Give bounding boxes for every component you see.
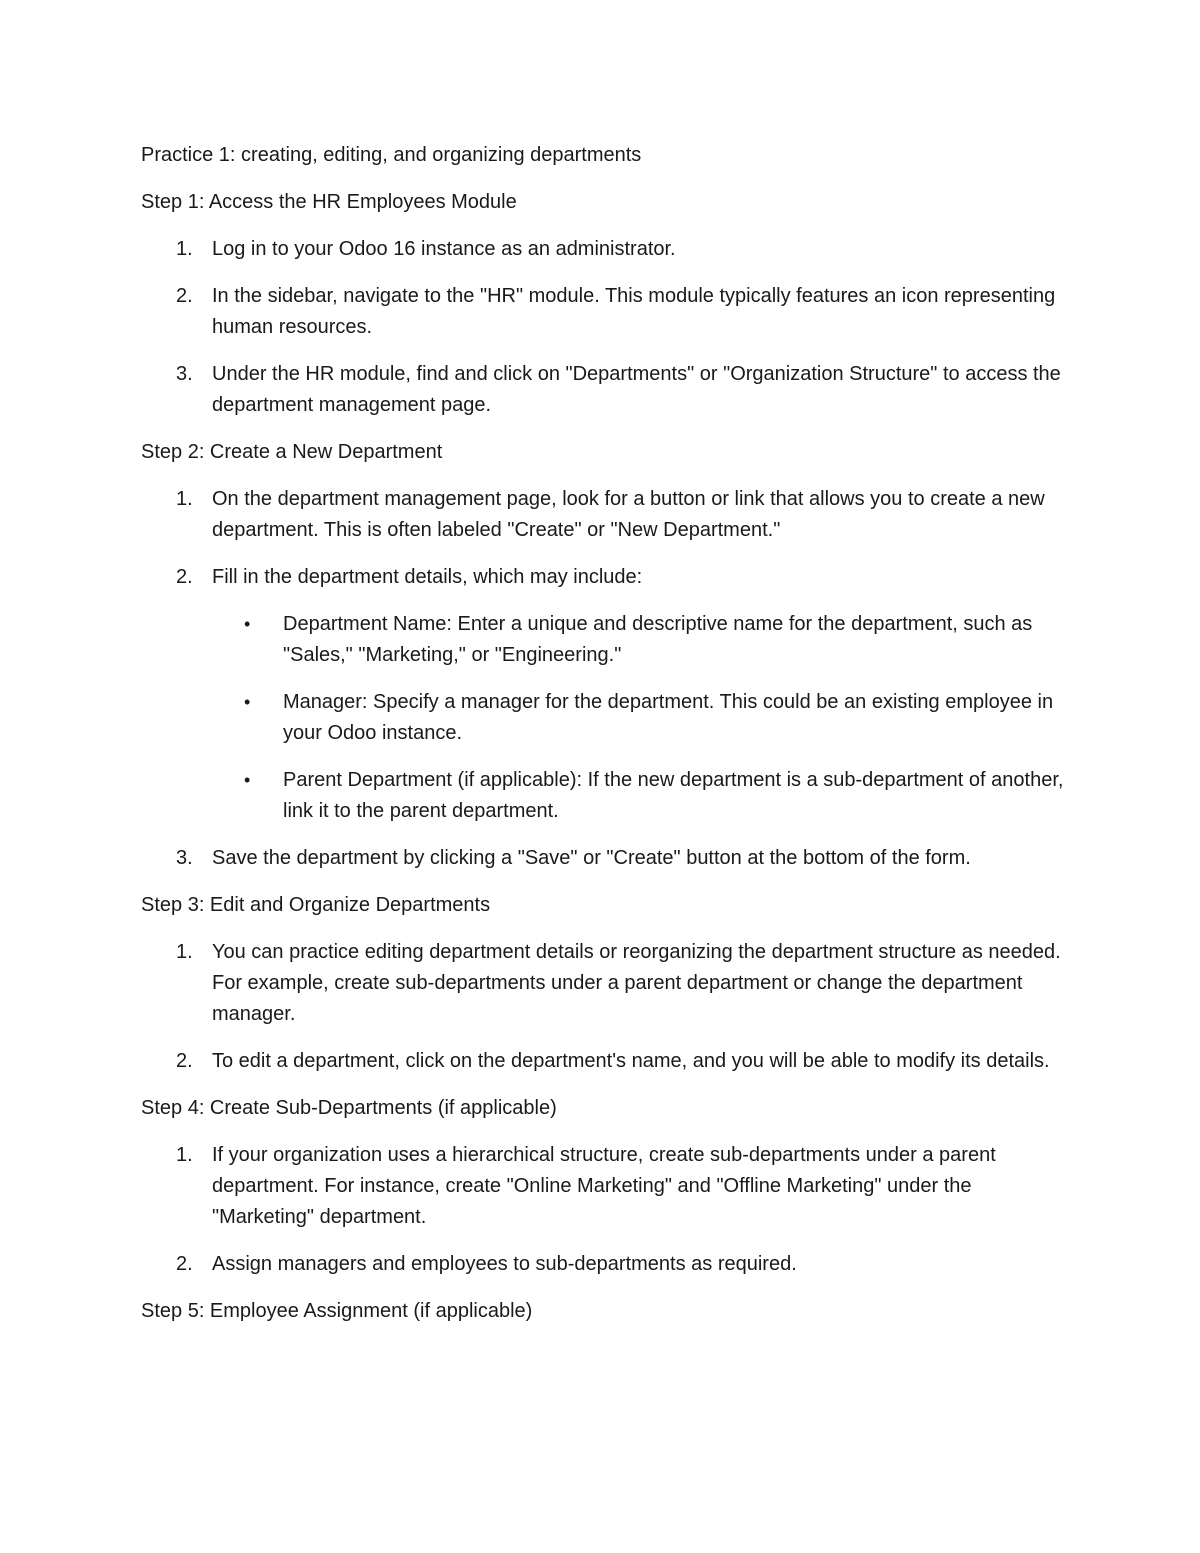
list-item-text: Log in to your Odoo 16 instance as an administrator.	[212, 238, 676, 260]
step-list	[141, 484, 1071, 874]
list-item-text: If your organization uses a hierarchical structure, create sub-departments under a parent department. For instance, create "Online Marketing" and "Offline Marketing" under the "Marketing" department.	[212, 1144, 996, 1228]
list-number: 1.	[176, 238, 193, 260]
list-item	[141, 484, 1071, 546]
step-3-section	[141, 890, 1071, 1077]
step-5-section	[141, 1296, 1071, 1327]
list-item-text: You can practice editing department details or reorganizing the department structure as needed. For example, create sub-departments under a parent department or change the department manager.	[212, 941, 1061, 1025]
list-item	[141, 1249, 1071, 1280]
list-item-text: To edit a department, click on the department's name, and you will be able to modify its details.	[212, 1050, 1050, 1072]
list-item-text: Assign managers and employees to sub-departments as required.	[212, 1253, 797, 1275]
list-item	[141, 1140, 1071, 1233]
list-item	[141, 937, 1071, 1030]
list-item-text: Save the department by clicking a "Save" or "Create" button at the bottom of the form.	[212, 847, 971, 869]
bullet-dot: •	[244, 692, 251, 712]
list-number: 1.	[176, 488, 193, 510]
list-item	[141, 562, 1071, 827]
step-2-section	[141, 437, 1071, 874]
bullet-dot: •	[244, 770, 251, 790]
list-number: 2.	[176, 566, 193, 588]
list-number: 2.	[176, 1050, 193, 1072]
list-item-text: Under the HR module, find and click on "Departments" or "Organization Structure" to access the department management page.	[212, 363, 1061, 416]
list-item	[141, 1046, 1071, 1077]
step-list	[141, 234, 1071, 421]
bullet-text: Department Name: Enter a unique and descriptive name for the department, such as "Sales," "Marketing," or "Engineering."	[283, 613, 1033, 666]
step-4-section	[141, 1093, 1071, 1280]
bullet-item	[212, 765, 1071, 827]
list-number: 2.	[176, 1253, 193, 1275]
step-heading: Step 2: Create a New Department	[141, 441, 443, 463]
step-heading: Step 3: Edit and Organize Departments	[141, 894, 491, 916]
list-number: 2.	[176, 285, 193, 307]
list-number: 1.	[176, 1144, 193, 1166]
step-heading: Step 4: Create Sub-Departments (if applicable)	[141, 1097, 557, 1119]
document-page	[141, 140, 1071, 1343]
bullet-list	[212, 609, 1071, 827]
list-item-text: In the sidebar, navigate to the "HR" module. This module typically features an icon representing human resources.	[212, 285, 1056, 338]
list-item	[141, 359, 1071, 421]
document-title: Practice 1: creating, editing, and organizing departments	[141, 144, 642, 166]
bullet-item	[212, 687, 1071, 749]
list-number: 3.	[176, 847, 193, 869]
step-heading: Step 5: Employee Assignment (if applicable)	[141, 1300, 533, 1322]
step-list	[141, 937, 1071, 1077]
list-item	[141, 281, 1071, 343]
list-number: 1.	[176, 941, 193, 963]
bullet-item	[212, 609, 1071, 671]
list-item-text: Fill in the department details, which may include:	[212, 566, 643, 588]
step-heading: Step 1: Access the HR Employees Module	[141, 191, 517, 213]
step-1-section	[141, 187, 1071, 421]
bullet-text: Parent Department (if applicable): If the new department is a sub-department of another, link it to the parent department.	[283, 769, 1064, 822]
bullet-text: Manager: Specify a manager for the department. This could be an existing employee in your Odoo instance.	[283, 691, 1054, 744]
list-number: 3.	[176, 363, 193, 385]
bullet-dot: •	[244, 614, 251, 634]
list-item	[141, 234, 1071, 265]
step-list	[141, 1140, 1071, 1280]
list-item	[141, 843, 1071, 874]
list-item-text: On the department management page, look for a button or link that allows you to create a new department. This is often labeled "Create" or "New Department."	[212, 488, 1045, 541]
